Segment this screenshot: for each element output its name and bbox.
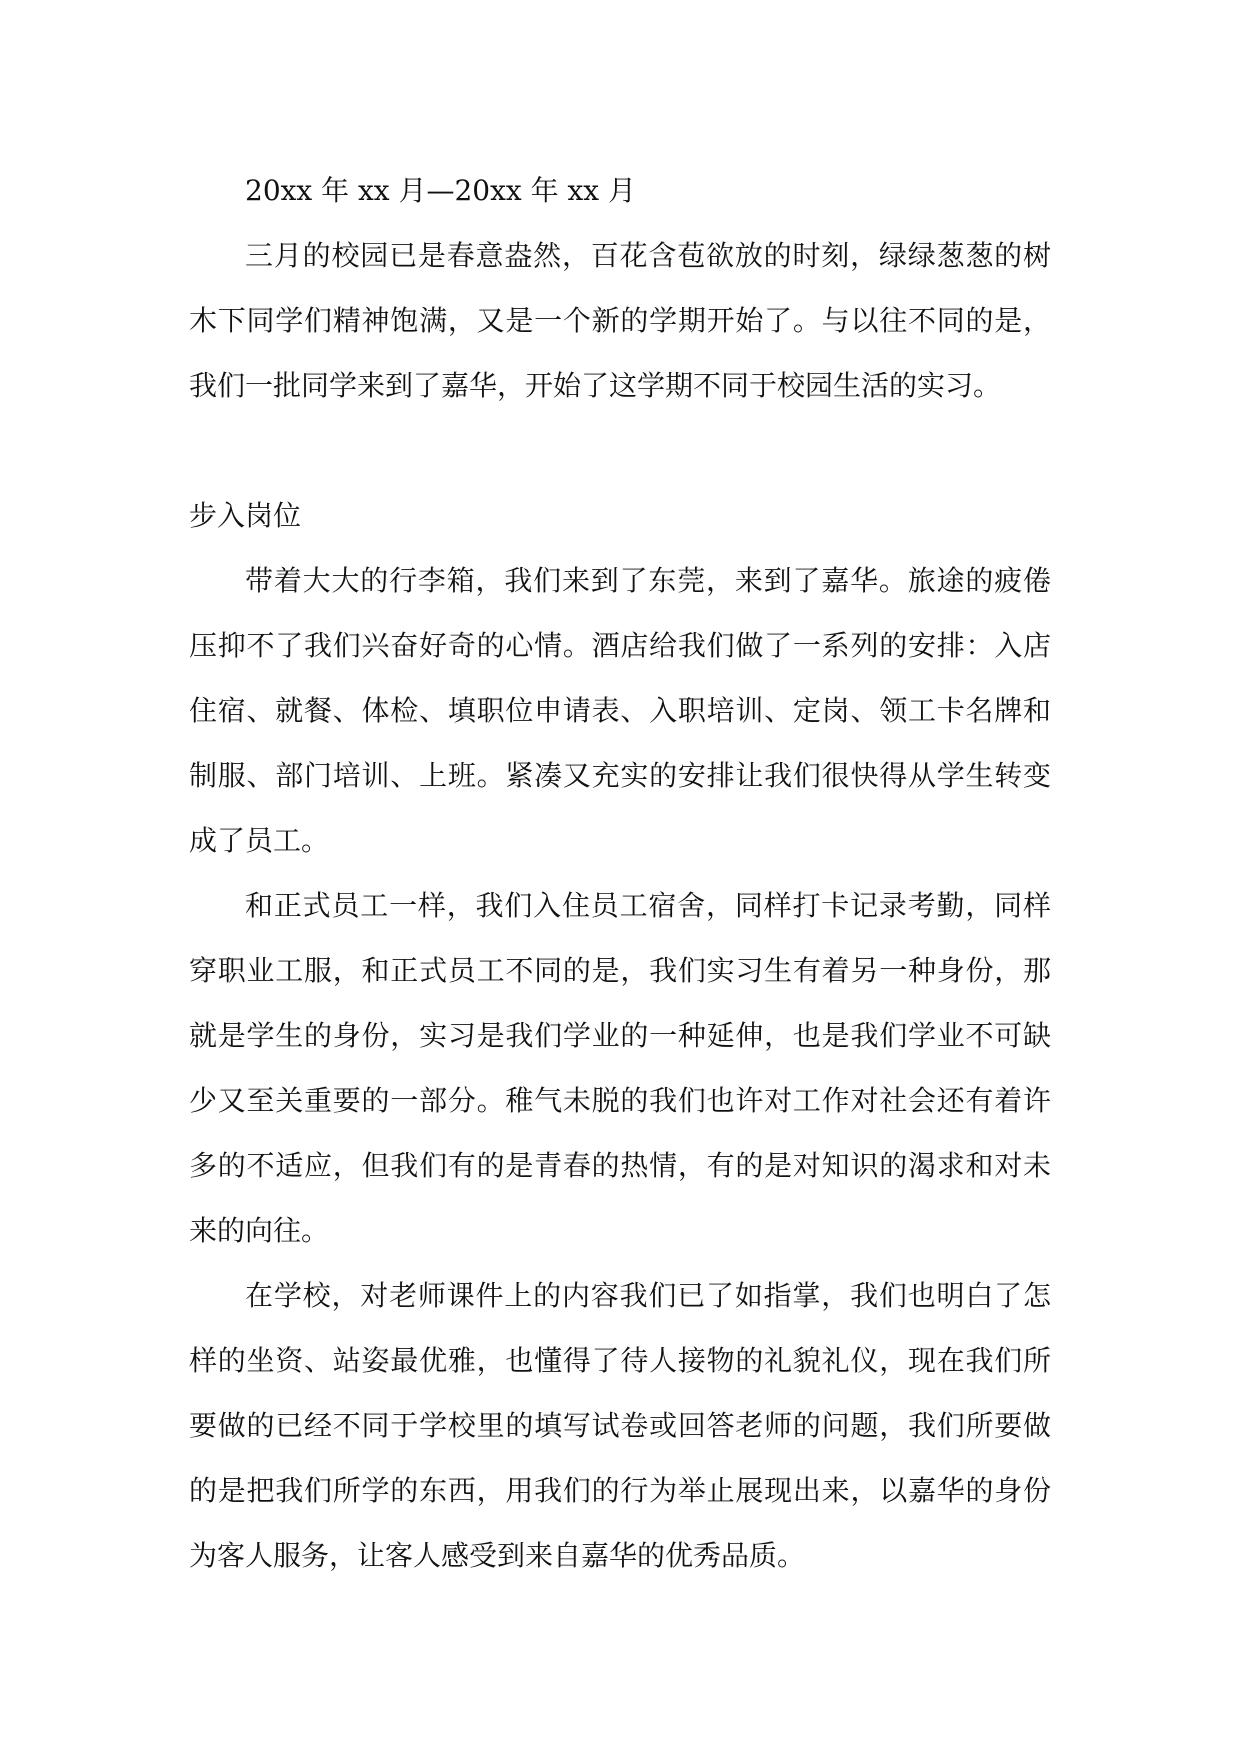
intro-paragraph: 三月的校园已是春意盎然，百花含苞欲放的时刻，绿绿葱葱的树木下同学们精神饱满，又是一个新的学期开始了。与以往不同的是，我们一批同学来到了嘉华，开始了这学期不同于校园生活的实习。	[189, 239, 1051, 402]
section-heading: 步入岗位	[189, 499, 302, 532]
document-body	[189, 158, 1051, 1588]
body-paragraph-2: 和正式员工一样，我们入住员工宿舍，同样打卡记录考勤，同样穿职业工服，和正式员工不同的是，我们实习生有着另一种身份，那就是学生的身份，实习是我们学业的一种延伸，也是我们学业不可缺少又至关重要的一部分。稚气未脱的我们也许对工作对社会还有着许多的不适应，但我们有的是青春的热情，有的是对知识的渴求和对未来的向往。	[189, 889, 1051, 1247]
date-range: 20xx 年 xx 月—20xx 年 xx 月	[245, 174, 636, 207]
body-paragraph-3: 在学校，对老师课件上的内容我们已了如指掌，我们也明白了怎样的坐资、站姿最优雅，也懂得了待人接物的礼貌礼仪，现在我们所要做的已经不同于学校里的填写试卷或回答老师的问题，我们所要做的是把我们所学的东西，用我们的行为举止展现出来，以嘉华的身份为客人服务，让客人感受到来自嘉华的优秀品质。	[189, 1279, 1051, 1572]
body-paragraph-1: 带着大大的行李箱，我们来到了东莞，来到了嘉华。旅途的疲倦压抑不了我们兴奋好奇的心情。酒店给我们做了一系列的安排：入店住宿、就餐、体检、填职位申请表、入职培训、定岗、领工卡名牌和制服、部门培训、上班。紧凑又充实的安排让我们很快得从学生转变成了员工。	[189, 564, 1051, 857]
